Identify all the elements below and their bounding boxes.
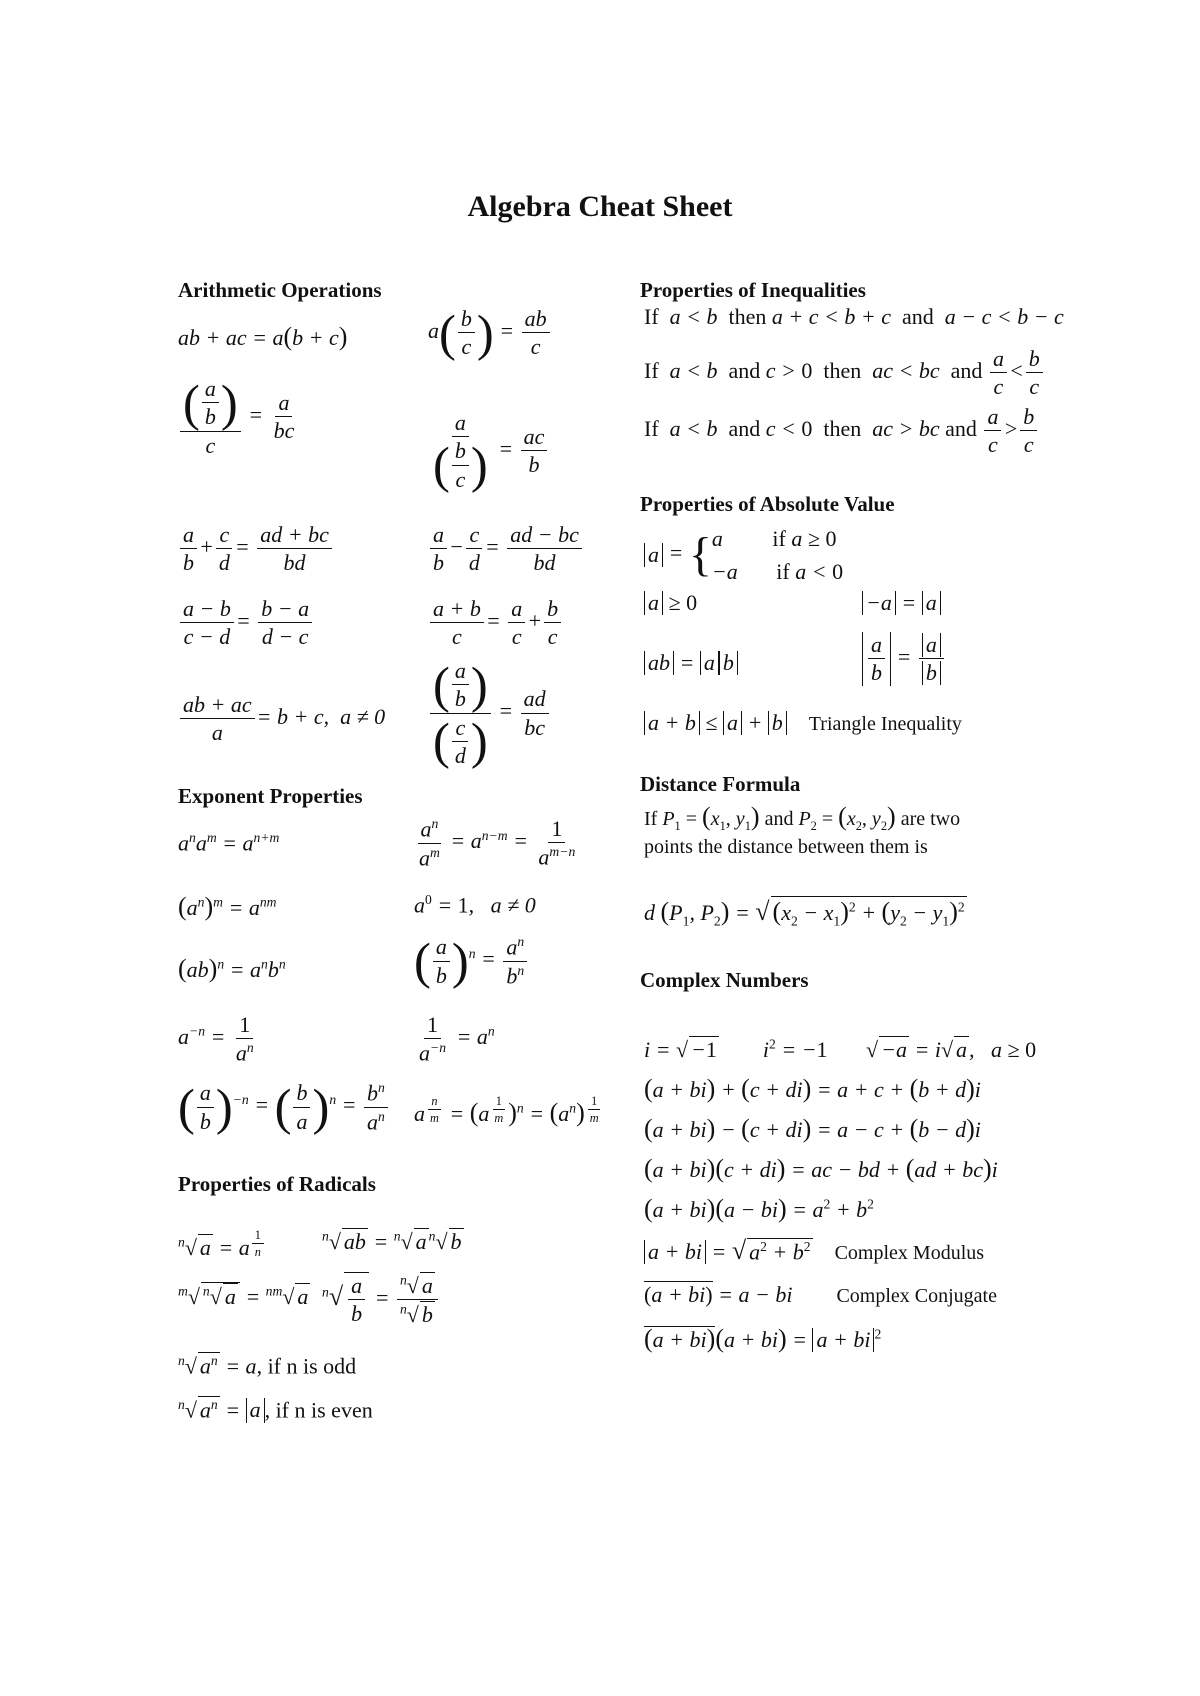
- formula-radical-even: $^n$√ $a^n = a$ , if n is even: [178, 1397, 373, 1423]
- formula-fraction-sum: $\frac{a}{b}$ + $\frac{c}{d}$ = $\frac{ad + bc}{bd}$: [178, 522, 334, 576]
- formula-radical-quotient: $^n$√ $\frac{a}{b}$ = $\frac{^n√ a}{^n√ b}$: [322, 1272, 440, 1328]
- formula-radical-as-exponent: $^n$√ a = a $^{\frac{1}{n}}$: [178, 1228, 266, 1261]
- formula-radical-product: $^n$√ ab = $^n$√ a $^n$√ b: [322, 1228, 462, 1254]
- formula-negative-exponent: $a^{-n}$ = $\frac{1}{a^n}$: [178, 1012, 254, 1066]
- inequality-multiply-positive: If a < b and c > 0 then ac < bc and $\frac{a}{c}$ < $\frac{b}{c}$: [644, 346, 1045, 400]
- distance-text-line-1: If $P_1 = (x_1$, $y_1$) and $P_2 = (x_2$, $y_2$) are two: [644, 802, 961, 833]
- formula-fraction-difference: $\frac{a}{b}$ − $\frac{c}{d}$ = $\frac{ad - bc}{bd}$: [428, 522, 584, 576]
- distance-text-line-2: points the distance between them is: [644, 836, 928, 858]
- formula-exponent-zero: $a^0 = 1$, a ≠ 0: [414, 892, 536, 918]
- formula-exponent-power: $(a^n)^m = a^{nm}$: [178, 892, 277, 921]
- formula-exponent-product: $a^na^m = a^{n+m}$: [178, 830, 280, 856]
- complex-conjugate-product: $(a + bi)(a - bi) = a^2 + b^2$: [644, 1194, 874, 1223]
- formula-reciprocal-negative-exponent: $\frac{1}{a^{-n}}$ = $a^n$: [419, 1012, 495, 1066]
- formula-rational-exponent: a $^{\frac{n}{m}}$ = (a $^{\frac{1}{m}}$ )$^n = (a^n)$ $^{\frac{1}{m}}$: [414, 1094, 599, 1128]
- section-properties-of-radicals: Properties of Radicals: [178, 1172, 376, 1196]
- formula-split-fraction: $\frac{a + b}{c}$ = $\frac{a}{c}$ + $\frac{b}{c}$: [428, 596, 563, 650]
- formula-quotient-power: ( a b ) $^n$ = $\frac{a^n}{b^n}$: [414, 934, 529, 988]
- section-arithmetic-operations: Arithmetic Operations: [178, 278, 382, 302]
- page-title: Algebra Cheat Sheet: [467, 190, 733, 223]
- triangle-inequality: a + b ≤ a + b Triangle Inequality: [644, 710, 962, 736]
- absolute-value-product: ab = a b: [644, 650, 738, 676]
- formula-nested-radical: $^m$√ $^n$√ a = $^{nm}$√ a: [178, 1283, 309, 1309]
- absolute-value-quotient: $\frac{a}{b}$ = $\frac{a}{b}$: [862, 632, 946, 686]
- inequality-multiply-negative: If a < b and c < 0 then ac > bc and $\frac{a}{c}$ > $\frac{b}{c}$: [644, 404, 1039, 458]
- absolute-value-nonnegative: a ≥ 0: [644, 590, 697, 616]
- formula-product-power: $(ab)^n = a^nb^n$: [178, 954, 286, 983]
- formula-negation-fraction: $\frac{a - b}{c - d}$ = $\frac{b - a}{d - c}$: [178, 596, 314, 650]
- complex-addition: (a + bi) + (c + di) = a + c + (b + d)i: [644, 1074, 981, 1103]
- complex-conjugate-formula: (a + bi) = a − bi Complex Conjugate: [644, 1282, 997, 1307]
- complex-modulus-formula: a + bi = √ $a^2 + b^2$ Complex Modulus: [644, 1236, 984, 1266]
- formula-distance: d ($P_1$, $P_2$) = √ $(x_2 - x_1)^2 + (y_2 - y_1)^2$: [644, 897, 965, 929]
- complex-conjugate-modulus: (a + bi)(a + bi) = a + bi $^2$: [644, 1324, 882, 1353]
- formula-a-over-b-over-c: ( a b ) c = $\frac{a}{bc}$: [178, 376, 299, 458]
- absolute-value-definition: a = { a if a ≥ 0 −a if a < 0: [644, 522, 843, 588]
- section-properties-of-absolute-value: Properties of Absolute Value: [640, 492, 895, 516]
- formula-a-times-b-over-c: a ( b c ) = $\frac{ab}{c}$: [428, 306, 552, 360]
- formula-radical-odd: $^n$√ $a^n = a$, if n is odd: [178, 1353, 357, 1379]
- section-properties-of-inequalities: Properties of Inequalities: [640, 278, 866, 302]
- formula-factor-fraction: $\frac{ab + ac}{a}$ = b + c, a ≠ 0: [178, 692, 385, 746]
- section-distance-formula: Distance Formula: [640, 772, 801, 796]
- formula-distributive: ab + ac = a(b + c): [178, 322, 348, 351]
- section-exponent-properties: Exponent Properties: [178, 784, 363, 808]
- formula-a-over-b-over-c-2: a ( b c ) = $\frac{ac}{b}$: [428, 410, 549, 492]
- complex-multiplication: (a + bi)(c + di) = ac − bd + (ad + bc)i: [644, 1154, 998, 1183]
- formula-exponent-quotient: $\frac{a^n}{a^m}$ = $a^{n-m}$ = $\frac{1}{a^{m-n}}$: [419, 816, 576, 870]
- formula-fraction-negative-exponent: ( a b ) $^{-n}$ = ( b a ) $^n$ = $\frac{b^n}{a^n}$: [178, 1080, 390, 1134]
- complex-definitions: i = √ −1 $i^2 = -1$ √ −a = i√ a, a ≥ 0: [644, 1036, 1037, 1062]
- absolute-value-negation: −a = a: [862, 590, 941, 616]
- inequality-add: If a < b then a + c < b + c and a − c < b − c: [644, 304, 1064, 329]
- formula-complex-fraction: ( a b ) ( c d ) = $\frac{ad}{bc}$: [428, 658, 551, 768]
- complex-subtraction: (a + bi) − (c + di) = a − c + (b − d)i: [644, 1114, 981, 1143]
- section-complex-numbers: Complex Numbers: [640, 968, 809, 992]
